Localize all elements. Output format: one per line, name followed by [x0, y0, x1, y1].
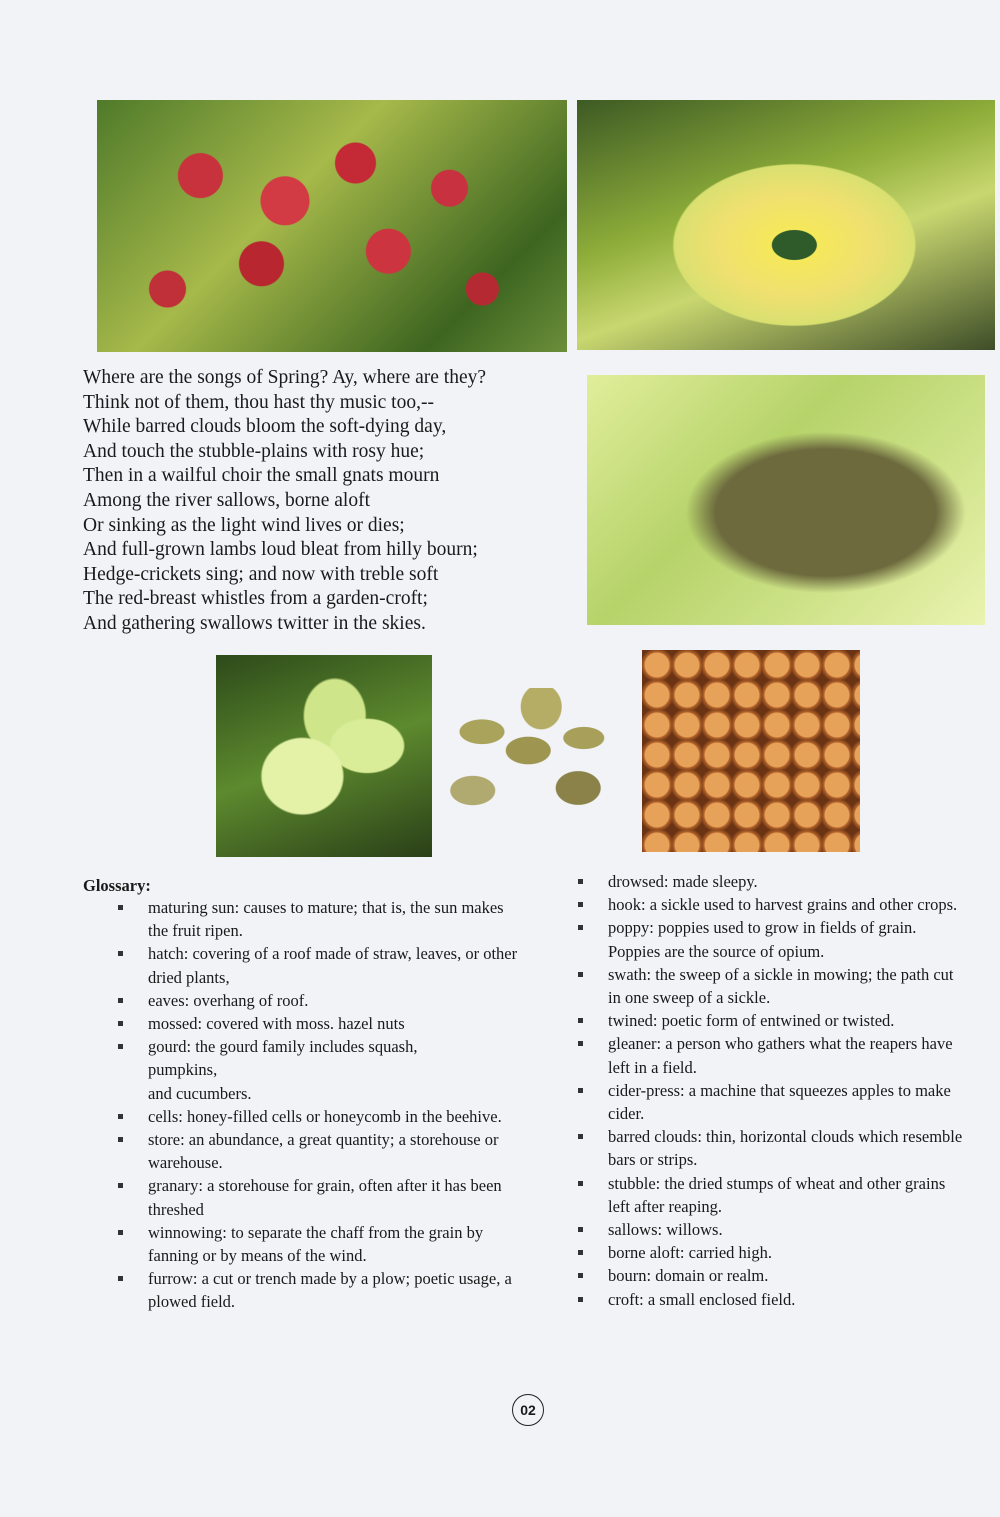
glossary-item: drowsed: made sleepy. [578, 870, 968, 893]
poem-line: And touch the stubble-plains with rosy hue; [83, 440, 425, 462]
glossary-item: swath: the sweep of a sickle in mowing; the path cut in one sweep of a sickle. [578, 963, 968, 1009]
poem-line: The red-breast whistles from a garden-croft; [83, 588, 428, 610]
glossary-item: winnowing: to separate the chaff from the grain by fanning or by means of the wind. [118, 1221, 518, 1267]
glossary-item: borne aloft: carried high. [578, 1241, 968, 1264]
glossary-item: gourd: the gourd family includes squash, pumpkins, [118, 1035, 448, 1081]
poem-line: While barred clouds bloom the soft-dying day, [83, 416, 447, 438]
page-number: 02 [512, 1394, 544, 1426]
hazelnuts-photo [445, 688, 630, 813]
glossary-item: bourn: domain or realm. [578, 1264, 968, 1287]
poem-line: And gathering swallows twitter in the skies. [83, 612, 426, 634]
glossary-item: twined: poetic form of entwined or twisted. [578, 1009, 968, 1032]
glossary-item: cider-press: a machine that squeezes apples to make cider. [578, 1079, 968, 1125]
glossary-item: maturing sun: causes to mature; that is, the sun makes the fruit ripen. [118, 896, 518, 942]
glossary-item: sallows: willows. [578, 1218, 968, 1241]
glossary-item: poppy: poppies used to grow in fields of grain. Poppies are the source of opium. [578, 916, 968, 962]
glossary-item-continued: and cucumbers. [148, 1083, 252, 1103]
glossary-item: cells: honey-filled cells or honeycomb in the beehive. [118, 1105, 518, 1128]
moss-photo [587, 375, 985, 625]
glossary-item: eaves: overhang of roof. [118, 989, 518, 1012]
glossary-item: furrow: a cut or trench made by a plow; poetic usage, a plowed field. [118, 1267, 518, 1313]
glossary-title: Glossary: [83, 876, 151, 895]
poem-stanza [83, 366, 486, 637]
poem-line: Or sinking as the light wind lives or dies; [83, 514, 405, 536]
glossary-item: croft: a small enclosed field. [578, 1288, 968, 1311]
glossary-item: hook: a sickle used to harvest grains and other crops. [578, 893, 968, 916]
glossary-item: hatch: covering of a roof made of straw, leaves, or other dried plants, [118, 942, 518, 988]
glossary-left-column [118, 896, 518, 1314]
poem-line: Think not of them, thou hast thy music too,-- [83, 391, 434, 413]
glossary-right-column [578, 870, 968, 1311]
glossary-item: gleaner: a person who gathers what the reapers have left in a field. [578, 1032, 968, 1078]
glossary-item: store: an abundance, a great quantity; a storehouse or warehouse. [118, 1128, 518, 1174]
peeled-hazelnuts-photo [642, 650, 860, 852]
poem-line: Hedge-crickets sing; and now with treble soft [83, 563, 439, 585]
hazelnut-cluster-photo [216, 655, 432, 857]
poem-line: Among the river sallows, borne aloft [83, 489, 371, 511]
poem-line: Then in a wailful choir the small gnats mourn [83, 465, 440, 487]
glossary-item: stubble: the dried stumps of wheat and other grains left after reaping. [578, 1172, 968, 1218]
apple-tree-photo [97, 100, 567, 352]
gourd-photo [577, 100, 995, 350]
glossary-item: granary: a storehouse for grain, often after it has been threshed [118, 1174, 518, 1220]
poem-line: Where are the songs of Spring? Ay, where are they? [83, 367, 487, 388]
glossary-item: barred clouds: thin, horizontal clouds which resemble bars or strips. [578, 1125, 968, 1171]
glossary-item: mossed: covered with moss. hazel nuts [118, 1012, 518, 1035]
poem-line: And full-grown lambs loud bleat from hilly bourn; [83, 539, 478, 561]
